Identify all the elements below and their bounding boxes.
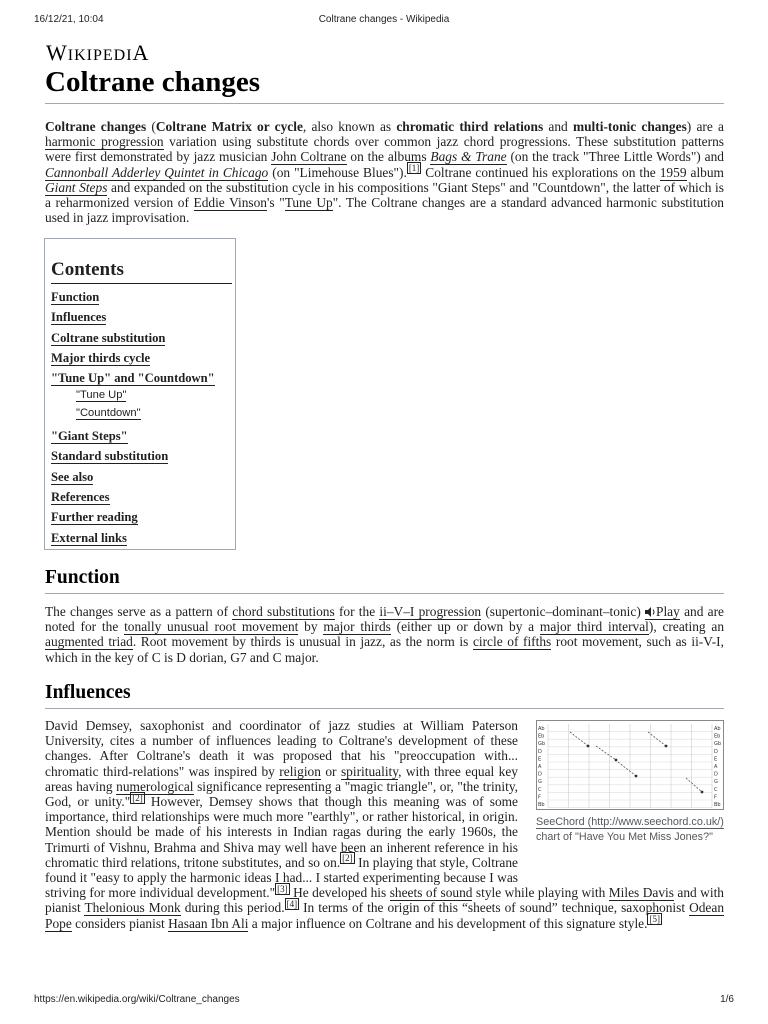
wordmark-first: W — [46, 40, 68, 65]
toc-item-giant-steps[interactable]: "Giant Steps" — [51, 429, 128, 444]
chart-row-label-right: Bb — [714, 802, 721, 808]
chart-row-label-right: G — [714, 779, 718, 786]
toc-item-influences[interactable]: Influences — [51, 310, 107, 325]
link-giant-steps[interactable]: Giant Steps — [45, 179, 108, 195]
link-circle-of-fifths[interactable]: circle of fifths — [472, 634, 552, 650]
toc-item-function[interactable]: Function — [51, 290, 100, 304]
chart-row-label-right: F — [714, 794, 717, 801]
toc-item-coltrane-substitution[interactable]: Coltrane substitution — [51, 330, 166, 345]
reference-1[interactable]: [1] — [408, 163, 420, 174]
wordmark-mid: IKIPEDI — [67, 47, 133, 64]
link-spirituality[interactable]: spirituality — [340, 763, 399, 779]
link-hasaan-ibn-ali[interactable]: Hasaan Ibn Ali — [168, 915, 249, 931]
chart-row-label-left: Bb — [538, 802, 545, 808]
link-sheets-of-sound[interactable]: sheets of sound — [389, 885, 473, 901]
toc-item-see-also[interactable]: See also — [51, 469, 94, 484]
reference-3[interactable]: [3] — [277, 883, 288, 894]
reference-2b[interactable]: [2] — [342, 853, 353, 864]
wordmark-last: A — [132, 40, 150, 65]
reference-5[interactable]: [5] — [649, 914, 660, 925]
link-major-thirds[interactable]: major thirds — [323, 619, 391, 635]
toc-item-major-thirds-cycle[interactable]: Major thirds cycle — [51, 350, 151, 365]
chart-row-label-right: Eb — [714, 733, 721, 740]
heading-function: Function — [45, 567, 724, 594]
toc-subitem-countdown[interactable]: "Countdown" — [76, 406, 141, 419]
link-religion[interactable]: religion — [279, 763, 321, 779]
play-audio-button[interactable]: Play — [645, 604, 680, 620]
toc-item-references[interactable]: References — [51, 490, 110, 505]
print-footer — [34, 994, 734, 1008]
toc-item-external-links[interactable]: External links — [51, 530, 127, 545]
print-date: 16/12/21, 10:04 — [34, 14, 104, 25]
chart-row-label-left: Eb — [538, 733, 545, 740]
figure-float-space — [518, 718, 724, 880]
link-tune-up[interactable]: Tune Up — [284, 195, 333, 211]
page-title: Coltrane changes — [45, 66, 724, 104]
link-john-coltrane[interactable]: John Coltrane — [271, 149, 347, 165]
print-url: https://en.wikipedia.org/wiki/Coltrane_changes — [34, 994, 240, 1005]
link-odean-pope[interactable]: Odean Pope — [45, 900, 725, 931]
toc-item-tune-up-and-countdown[interactable]: "Tune Up" and "Countdown" — [51, 371, 215, 386]
table-of-contents — [44, 238, 236, 550]
reference-4[interactable]: [4] — [286, 898, 298, 909]
bold-term: chromatic third relations — [396, 119, 544, 134]
link-1959[interactable]: 1959 — [659, 164, 687, 180]
chart-row-label-right: Gb — [714, 741, 722, 748]
bold-term: multi-tonic changes — [572, 119, 687, 134]
influences-paragraph: David Demsey, saxophonist and coordinator of jazz studies at William Paterson University, cites a number of influences leading to Coltrane's development of these changes. After Coltrane's death it was proposed that his "preoccupation with... chromatic third-relations" was inspired by religion or spirituality, with three equal key areas having numerological significance representing a "magic triangle", or, "the trinity, God, or unity." [2] However, Demsey shows that though this meaning was of some importance, third relationships were much more "earthly", or rather historical, in origin. Mention should be made of his interests in Indian ragas during the early 1960s, the Trimurti of Vishnu, Brahma and Shiva may well have been an inherent reference in his chromatic third relations, tritone substitutes, and so on. [2] In playing that style, Coltrane found it "easy to apply the harmonic ideas I had... I started experimenting because I was striving for more individual development." [3] He developed his sheets of sound style while playing with Miles Davis and with pianist Thelonious Monk during this period. [4] In terms of the origin of this “sheets of sound” technique, saxophonist Odean Pope considers pianist Hasaan Ibn Ali a major influence on Coltrane and his development of this signature style. [5] — [45, 718, 725, 931]
link-chord-substitutions[interactable]: chord substitutions — [232, 604, 335, 619]
wikipedia-logo[interactable] — [46, 40, 149, 66]
link-harmonic-progression[interactable]: harmonic progression — [45, 134, 164, 150]
toc-title: Contents — [51, 259, 232, 284]
print-header — [34, 14, 734, 28]
chart-row-label-left: D — [538, 748, 542, 755]
toc-subitem-tune-up[interactable]: "Tune Up" — [76, 389, 127, 402]
link-bags-and-trane[interactable]: Bags & Trane — [430, 149, 507, 165]
chart-row-label-left: D — [538, 771, 542, 778]
toc-item-standard-substitution[interactable]: Standard substitution — [51, 449, 169, 464]
chart-row-label-left: Ab — [538, 726, 545, 732]
chart-row-label-left: Gb — [538, 741, 546, 748]
speaker-icon — [645, 607, 656, 617]
link-thelonious-monk[interactable]: Thelonious Monk — [84, 900, 181, 916]
chart-row-label-left: G — [538, 779, 542, 786]
bold-term: Coltrane Matrix or cycle — [155, 119, 303, 134]
link-eddie-vinson[interactable]: Eddie Vinson — [193, 195, 267, 211]
heading-influences: Influences — [45, 682, 724, 709]
reference-2[interactable]: [2] — [132, 792, 143, 803]
chart-row-label-right: D — [714, 771, 718, 778]
chart-row-label-left: F — [538, 794, 541, 801]
link-numerological[interactable]: numerological — [116, 778, 194, 794]
link-miles-davis[interactable]: Miles Davis — [608, 885, 674, 901]
chart-row-label-right: E — [714, 756, 718, 763]
toc-item-further-reading[interactable]: Further reading — [51, 510, 138, 525]
intro-paragraph: Coltrane changes (Coltrane Matrix or cycle, also known as chromatic third relations and multi-tonic changes) are a harmonic progression variation using substitute chords over common jazz chord progressions. These substitution patterns were first demonstrated by jazz musician John Coltrane on the albums Bags & Trane (on the track "Three Little Words") and Cannonball Adderley Quintet in Chicago (on "Limehouse Blues"). [1] Coltrane continued his explorations on the 1959 album Giant Steps and expanded on the substitution cycle in his compositions "Giant Steps" and "Countdown", the latter of which is a reharmonized version of Eddie Vinson's "Tune Up". The Coltrane changes are a standard advanced harmonic substitution used in jazz improvisation. — [45, 119, 724, 226]
link-ii-v-i-progression[interactable]: ii–V–I progression — [379, 604, 482, 619]
link-augmented-triad[interactable]: augmented triad — [45, 634, 133, 650]
bold-term: Coltrane changes — [45, 119, 147, 134]
chart-row-label-right: Ab — [714, 726, 721, 732]
figure-caption: SeeChord (http://www.seechord.co.uk/) chart of "Have You Met Miss Jones?" — [536, 816, 724, 843]
chart-row-label-left: E — [538, 756, 542, 763]
chart-row-label-left: C — [538, 786, 542, 793]
print-page-title: Coltrane changes - Wikipedia — [318, 14, 450, 25]
link-tonally-unusual-root-movement[interactable]: tonally unusual root movement — [124, 619, 299, 635]
chart-row-label-right: D — [714, 748, 718, 755]
chart-row-label-left: A — [538, 764, 542, 770]
chart-row-label-right: A — [714, 764, 718, 770]
chart-row-label-right: C — [714, 786, 718, 793]
link-seechord[interactable]: SeeChord (http://www.seechord.co.uk/) — [536, 816, 724, 828]
link-major-third-interval[interactable]: major third interval — [539, 619, 649, 635]
print-page-number: 1/6 — [720, 994, 734, 1005]
function-paragraph: The changes serve as a pattern of chord substitutions for the ii–V–I progression (supertonic–dominant–tonic) Play and are noted for the tonally unusual root movement by major thirds (either up or down by a major third interval), creating an augmented triad. Root movement by thirds is unusual in jazz, as the norm is circle of fifths root movement, such as ii-V-I, which in the key of C is D dorian, G7 and C major. — [45, 604, 725, 665]
link-cannonball-adderley-quintet[interactable]: Cannonball Adderley Quintet in Chicago — [45, 164, 269, 180]
